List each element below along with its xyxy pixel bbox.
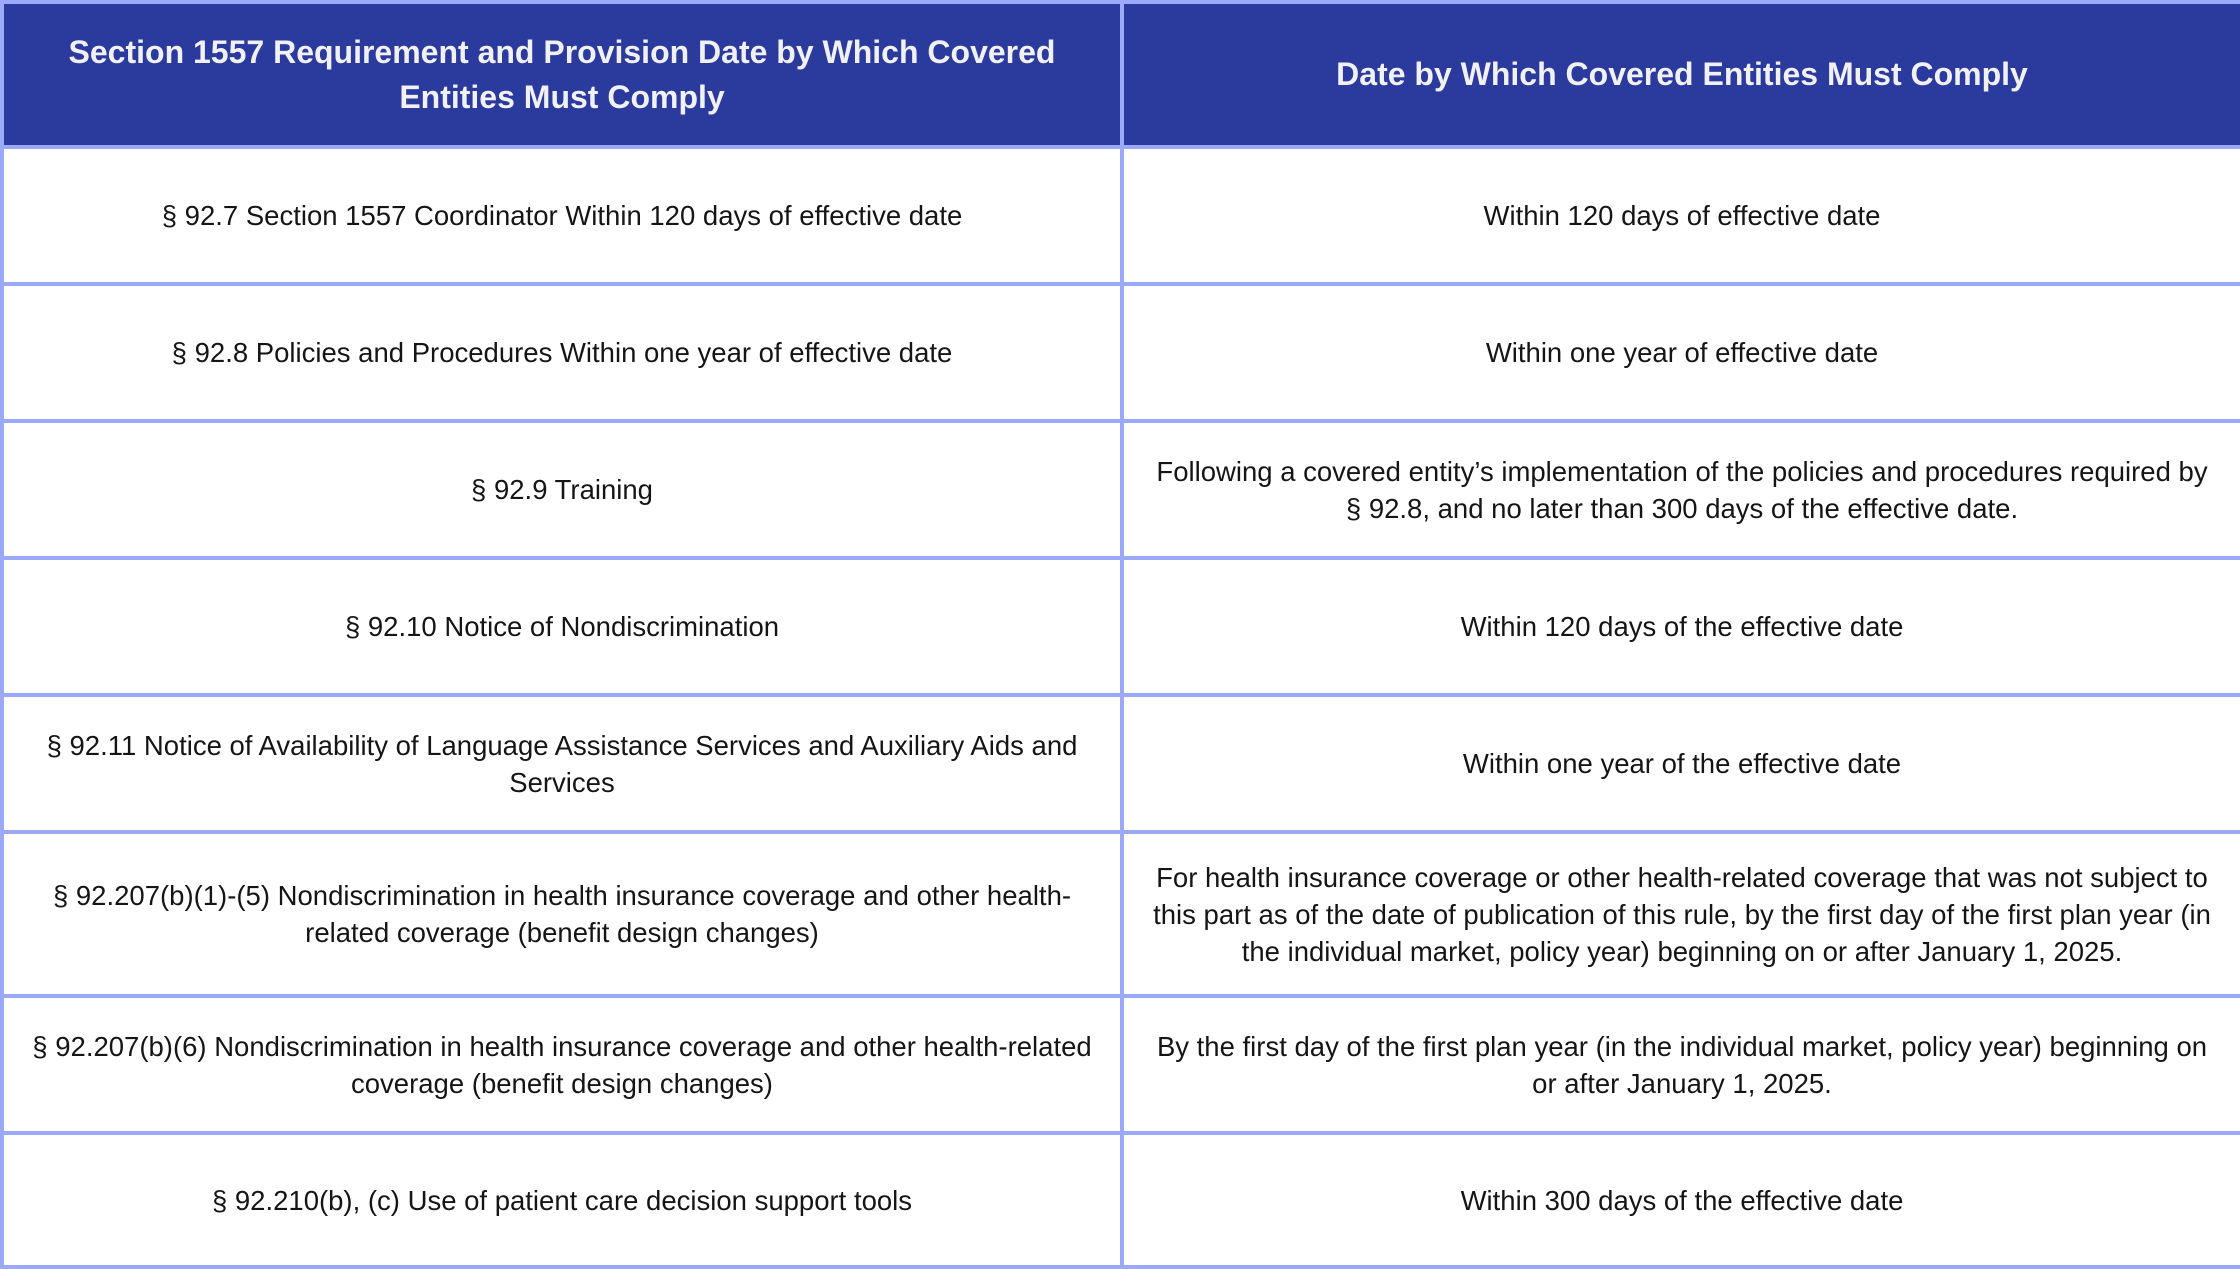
requirement-cell: § 92.7 Section 1557 Coordinator Within 120 days of effective date xyxy=(2,147,1122,284)
requirement-cell: § 92.207(b)(1)-(5) Nondiscrimination in health insurance coverage and other health-related coverage (benefit design changes) xyxy=(2,832,1122,996)
requirement-cell: § 92.11 Notice of Availability of Language Assistance Services and Auxiliary Aids and Services xyxy=(2,695,1122,832)
requirement-cell: § 92.10 Notice of Nondiscrimination xyxy=(2,558,1122,695)
date-cell: By the first day of the first plan year (in the individual market, policy year) beginning on or after January 1, 2025. xyxy=(1122,996,2240,1133)
requirement-cell: § 92.210(b), (c) Use of patient care decision support tools xyxy=(2,1133,1122,1267)
date-cell: Within one year of effective date xyxy=(1122,284,2240,421)
date-cell: Within 120 days of the effective date xyxy=(1122,558,2240,695)
table-row xyxy=(2,147,2240,284)
date-cell: Within one year of the effective date xyxy=(1122,695,2240,832)
date-cell: Within 120 days of effective date xyxy=(1122,147,2240,284)
table-header-row xyxy=(2,2,2240,147)
date-cell: Following a covered entity’s implementation of the policies and procedures required by § 92.8, and no later than 300 days of the effective date. xyxy=(1122,421,2240,558)
table-row xyxy=(2,284,2240,421)
date-cell: For health insurance coverage or other health-related coverage that was not subject to this part as of the date of publication of this rule, by the first day of the first plan year (in the individual market, policy year) beginning on or after January 1, 2025. xyxy=(1122,832,2240,996)
requirement-cell: § 92.207(b)(6) Nondiscrimination in health insurance coverage and other health-related coverage (benefit design changes) xyxy=(2,996,1122,1133)
column-header-date: Date by Which Covered Entities Must Comply xyxy=(1122,2,2240,147)
table-row xyxy=(2,558,2240,695)
table-row xyxy=(2,832,2240,996)
column-header-requirement: Section 1557 Requirement and Provision Date by Which Covered Entities Must Comply xyxy=(2,2,1122,147)
requirement-cell: § 92.9 Training xyxy=(2,421,1122,558)
table-row xyxy=(2,421,2240,558)
table-row xyxy=(2,996,2240,1133)
requirement-cell: § 92.8 Policies and Procedures Within one year of effective date xyxy=(2,284,1122,421)
date-cell: Within 300 days of the effective date xyxy=(1122,1133,2240,1267)
table-row xyxy=(2,1133,2240,1267)
table-row xyxy=(2,695,2240,832)
